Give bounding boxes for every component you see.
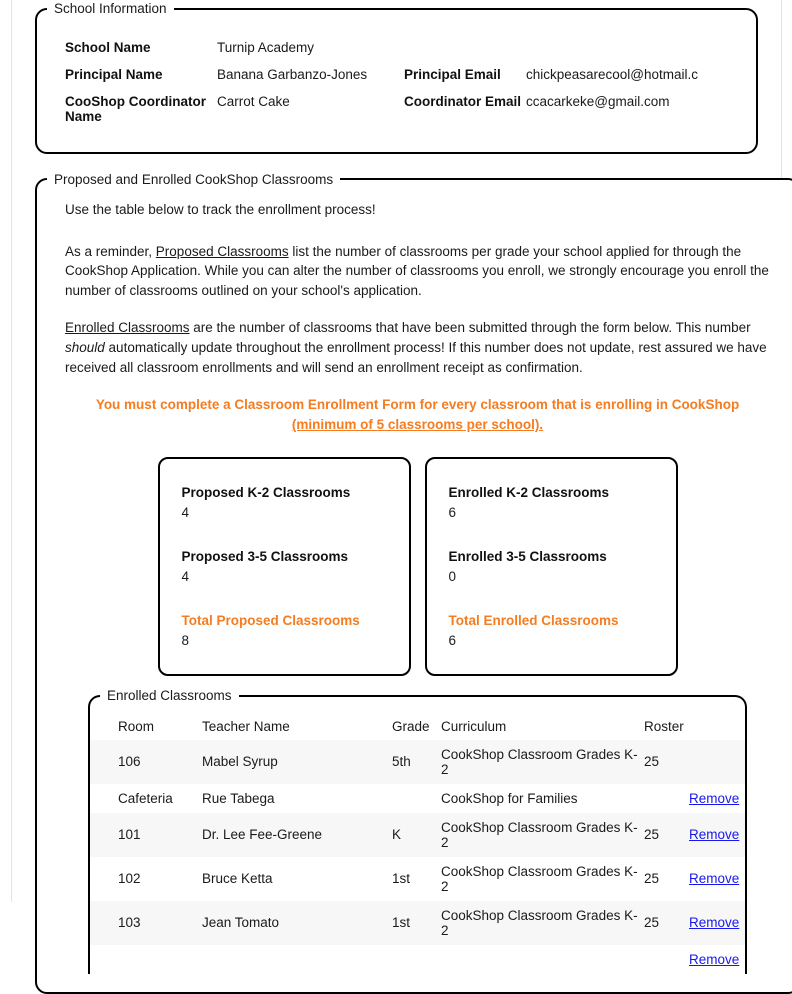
principal-name-label: Principal Name — [65, 66, 163, 82]
proposed-35-label: Proposed 3-5 Classrooms — [181, 549, 349, 565]
column-header-room: Room — [118, 718, 155, 734]
cell-room: 102 — [118, 871, 141, 887]
cell-teacher: Rue Tabega — [202, 790, 275, 806]
total-proposed-value: 8 — [181, 633, 190, 649]
enrollment-warning — [87, 395, 748, 435]
cell-action — [689, 945, 745, 974]
intro-paragraph: Use the table below to track the enrollment process! — [65, 202, 376, 217]
summary-boxes — [65, 457, 770, 676]
cell-teacher: Bruce Ketta — [202, 871, 273, 887]
cell-curriculum: CookShop Classroom Grades K-2 — [441, 746, 638, 777]
cell-action — [689, 784, 745, 813]
enrolled-classrooms-legend: Enrolled Classrooms — [107, 689, 232, 704]
column-header-action — [689, 715, 745, 740]
coordinator-email-value: ccacarkeke@gmail.com — [526, 93, 670, 109]
para3-mid: are the number of classrooms that have been submitted through the form below. This number — [189, 320, 751, 336]
cell-grade: 1st — [392, 915, 411, 931]
cell-room: 106 — [118, 754, 141, 770]
enrolled-35-value: 0 — [448, 569, 457, 585]
cell-teacher: Mabel Syrup — [202, 754, 278, 770]
cell-teacher — [202, 945, 392, 974]
proposed-classrooms-term: Proposed Classrooms — [155, 243, 289, 259]
school-information-section — [35, 2, 758, 154]
proposed-classrooms-box — [158, 457, 411, 676]
cell-grade: K — [392, 827, 402, 843]
column-header-curriculum: Curriculum — [441, 718, 507, 734]
para3-italic: should — [65, 339, 105, 355]
cell-curriculum: CookShop for Families — [441, 790, 578, 806]
cell-room: Cafeteria — [118, 790, 173, 806]
remove-link[interactable]: Remove — [689, 951, 740, 967]
cell-action — [689, 901, 745, 945]
cell-roster: 25 — [644, 915, 660, 931]
cell-roster: 25 — [644, 754, 660, 770]
proposed-classrooms-paragraph — [65, 242, 770, 301]
page-container — [12, 0, 781, 967]
cell-grade — [392, 945, 441, 974]
cell-grade: 1st — [392, 871, 411, 887]
warning-minimum-note: (minimum of 5 classrooms per school). — [291, 417, 544, 433]
enrolled-classrooms-paragraph — [65, 318, 770, 377]
total-proposed-label: Total Proposed Classrooms — [181, 613, 360, 629]
warning-text: You must complete a Classroom Enrollment Form for every classroom that is enrolling in CookShop — [95, 397, 740, 413]
proposed-k2-value: 4 — [181, 505, 190, 521]
para2-post: list the number of classrooms per grade your school applied for through the CookShop Application. While you can alter the number of classrooms you enroll, we strongly encourage you enroll the number of classrooms outlined on your school's application. — [65, 243, 769, 298]
column-header-teacher: Teacher Name — [202, 718, 290, 734]
total-enrolled-label: Total Enrolled Classrooms — [448, 613, 619, 629]
cell-teacher: Dr. Lee Fee-Greene — [202, 827, 323, 843]
principal-email-label: Principal Email — [404, 66, 501, 82]
cell-roster: 25 — [644, 827, 660, 843]
school-information-body — [37, 16, 756, 152]
table-row — [90, 813, 745, 857]
para3-post: automatically update throughout the enrollment process! If this number does not update, rest assured we have received all classroom enrollments and will send an enrollment receipt as confirmation. — [65, 339, 767, 375]
cell-teacher: Jean Tomato — [202, 915, 280, 931]
cell-grade — [392, 784, 441, 813]
enrolled-classrooms-table-section — [88, 689, 747, 974]
school-name-value: Turnip Academy — [217, 39, 315, 55]
remove-link[interactable]: Remove — [689, 790, 740, 806]
table-row — [90, 901, 745, 945]
enrolled-k2-label: Enrolled K-2 Classrooms — [448, 485, 610, 501]
school-name-row — [37, 34, 756, 61]
enrolled-35-label: Enrolled 3-5 Classrooms — [448, 549, 607, 565]
cell-action — [689, 857, 745, 901]
proposed-35-value: 4 — [181, 569, 190, 585]
cell-roster: 25 — [644, 871, 660, 887]
table-body — [90, 740, 745, 974]
cell-room: 103 — [118, 915, 141, 931]
cell-action — [689, 740, 745, 784]
principal-name-value: Banana Garbanzo-Jones — [217, 66, 368, 82]
proposed-enrolled-section — [35, 173, 792, 994]
cell-roster — [644, 784, 689, 813]
cell-room: 101 — [118, 827, 141, 843]
para2-pre: As a reminder, — [65, 243, 156, 259]
proposed-enrolled-body — [37, 186, 792, 992]
coordinator-name-label: CooShop Coordinator Name — [65, 93, 206, 124]
table-head — [90, 715, 745, 740]
table-row — [90, 740, 745, 784]
coordinator-row — [37, 88, 756, 130]
total-enrolled-value: 6 — [448, 633, 457, 649]
coordinator-name-value: Carrot Cake — [217, 93, 290, 109]
table-header-row — [90, 715, 745, 740]
cell-grade: 5th — [392, 754, 411, 770]
enrolled-classrooms-body — [90, 703, 745, 974]
cell-curriculum: CookShop Classroom Grades K-2 — [441, 863, 638, 894]
remove-link[interactable]: Remove — [689, 827, 740, 843]
principal-email-value: chickpeasarecool@hotmail.c — [526, 66, 699, 82]
table-row — [90, 784, 745, 813]
table-row — [90, 945, 745, 974]
column-header-roster: Roster — [644, 718, 684, 734]
table-row — [90, 857, 745, 901]
cell-action — [689, 813, 745, 857]
enrolled-classrooms-term: Enrolled Classrooms — [65, 320, 190, 336]
remove-link[interactable]: Remove — [689, 915, 740, 931]
principal-row — [37, 61, 756, 88]
school-information-legend: School Information — [54, 1, 167, 16]
coordinator-email-label: Coordinator Email — [404, 93, 522, 109]
cell-curriculum: CookShop Classroom Grades K-2 — [441, 907, 638, 938]
school-name-label: School Name — [65, 39, 151, 55]
remove-link[interactable]: Remove — [689, 871, 740, 887]
enrolled-classrooms-table — [90, 715, 745, 974]
enrolled-classrooms-box — [425, 457, 678, 676]
cell-curriculum: CookShop Classroom Grades K-2 — [441, 819, 638, 850]
enrolled-k2-value: 6 — [448, 505, 457, 521]
column-header-grade: Grade — [392, 718, 430, 734]
proposed-enrolled-legend: Proposed and Enrolled CookShop Classrooms — [54, 171, 334, 187]
cell-curriculum — [441, 945, 644, 974]
proposed-k2-label: Proposed K-2 Classrooms — [181, 485, 351, 501]
cell-room — [90, 945, 202, 974]
cell-roster — [644, 945, 689, 974]
